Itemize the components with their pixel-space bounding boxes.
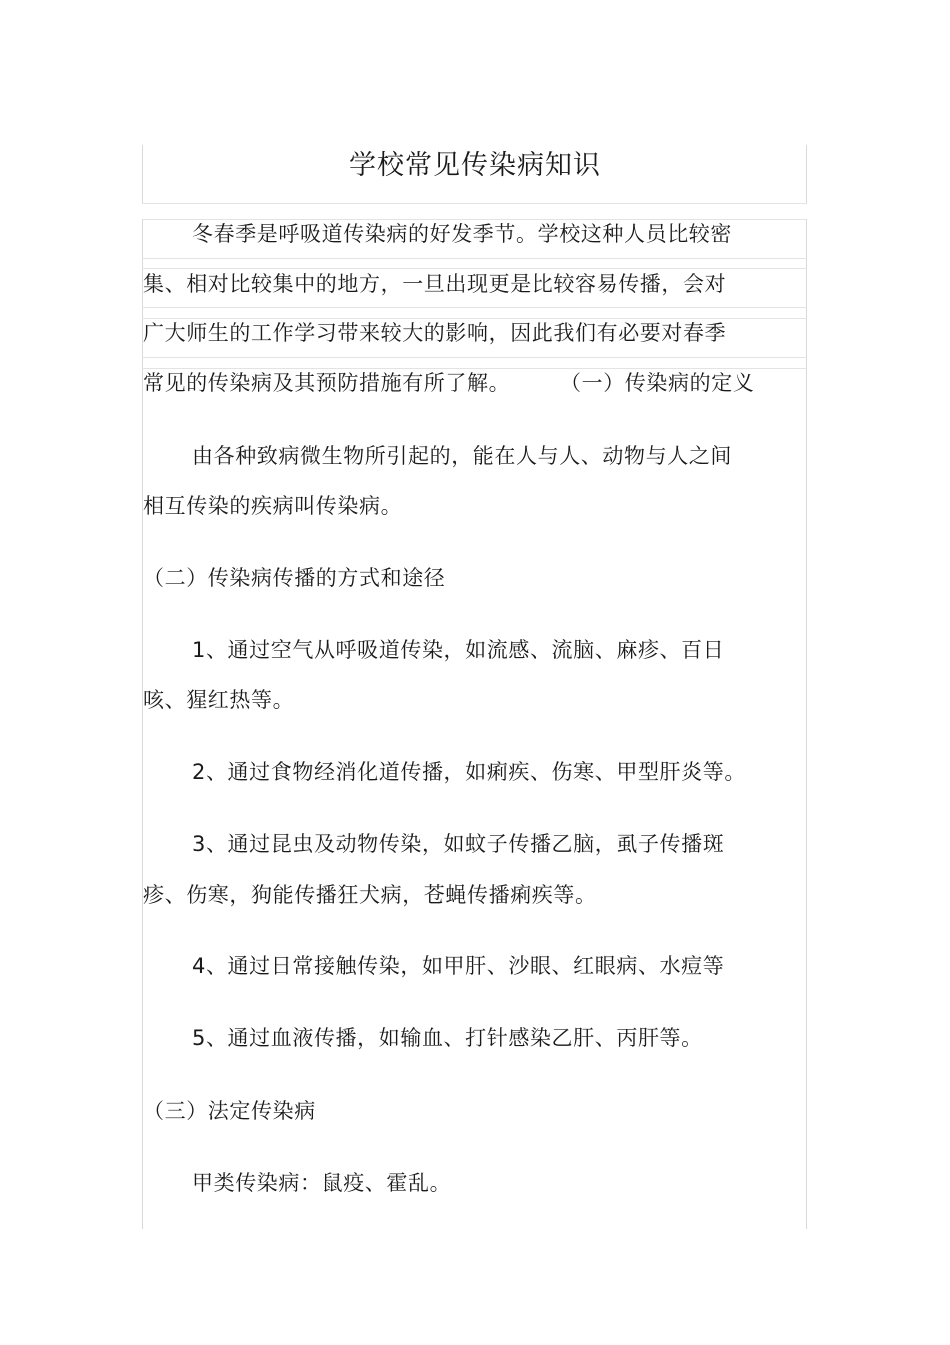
section-1-heading: （一）传染病的定义 (560, 371, 755, 395)
section-1-line-2: 相互传染的疾病叫传染病。 (143, 494, 403, 518)
border-right-intro (806, 219, 807, 1229)
section-3-class-a: 甲类传染病：鼠疫、霍乱。 (192, 1171, 452, 1195)
document-title: 学校常见传染病知识 (349, 150, 601, 181)
section-2-item-3-line-2: 疹、伤寒，狗能传播狂犬病，苍蝇传播痢疾等。 (143, 883, 597, 907)
border-row-5 (142, 357, 807, 358)
intro-line-4: 常见的传染病及其预防措施有所了解。 (143, 371, 511, 395)
section-2-item-3-line-1: 3、通过昆虫及动物传染，如蚊子传播乙脑，虱子传播斑 (192, 832, 725, 856)
border-bottom-title (142, 203, 807, 204)
section-2-heading: （二）传染病传播的方式和途径 (143, 566, 446, 590)
section-2-item-1-line-1: 1、通过空气从呼吸道传染，如流感、流脑、麻疹、百日 (192, 638, 725, 662)
intro-line-3: 广大师生的工作学习带来较大的影响，因此我们有必要对春季 (143, 321, 727, 345)
border-row-3 (142, 307, 807, 308)
border-row-1 (142, 258, 807, 259)
section-1-line-1: 由各种致病微生物所引起的，能在人与人、动物与人之间 (192, 444, 732, 468)
section-2-item-5: 5、通过血液传播，如输血、打针感染乙肝、丙肝等。 (192, 1026, 703, 1050)
section-2-item-4: 4、通过日常接触传染，如甲肝、沙眼、红眼病、水痘等 (192, 954, 725, 978)
section-2-item-2: 2、通过食物经消化道传播，如痢疾、伤寒、甲型肝炎等。 (192, 760, 746, 784)
intro-line-1: 冬春季是呼吸道传染病的好发季节。学校这种人员比较密 (192, 222, 732, 246)
intro-line-2: 集、相对比较集中的地方，一旦出现更是比较容易传播，会对 (143, 272, 727, 296)
section-2-item-1-line-2: 咳、猩红热等。 (143, 688, 295, 712)
section-3-heading: （三）法定传染病 (143, 1099, 316, 1123)
